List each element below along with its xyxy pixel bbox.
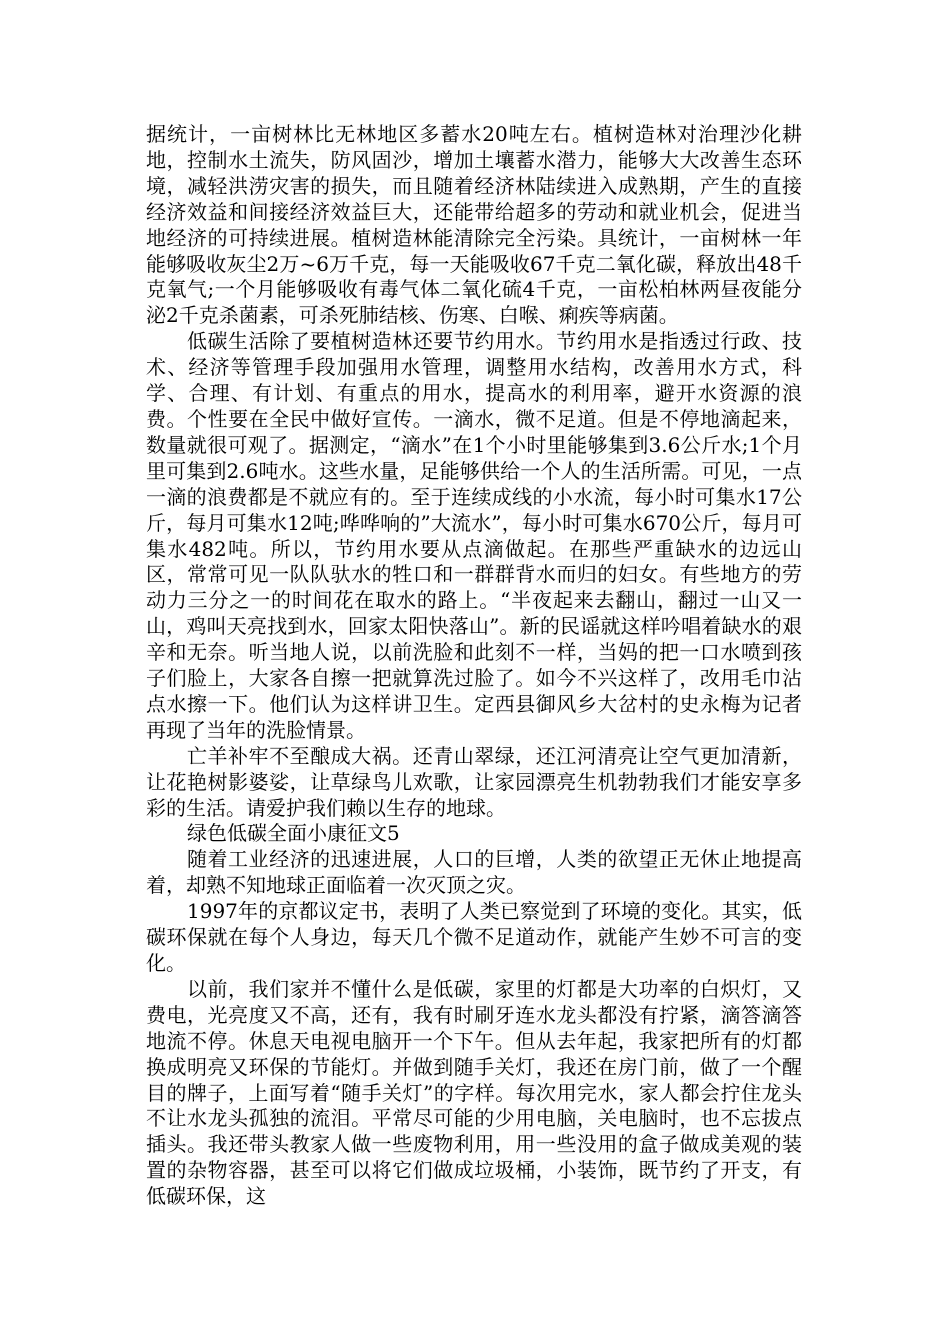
paragraph-tree-planting-stats: 据统计，一亩树林比无林地区多蓄水20吨左右。植树造林对治理沙化耕地，控制水土流失，防风固沙，增加土壤蓄水潜力，能够大大改善生态环境，减轻洪涝灾害的损失，而且随着经济林陆续进入成熟期，产生的直接经济效益和间接经济效益巨大，还能带给超多的劳动和就业机会，促进当地经济的可持续进展。植树造林能清除完全污染。具统计，一亩树林一年能够吸收灰尘2万~6万千克，每一天能吸收67千克二氧化碳，释放出48千克氧气;一个月能够吸收有毒气体二氧化硫4千克，一亩松柏林两昼夜能分泌2千克杀菌素，可杀死肺结核、伤寒、白喉、痢疾等病菌。 — [146, 122, 802, 328]
document-body — [146, 122, 802, 1210]
paragraph-protect-earth: 亡羊补牢不至酿成大祸。还青山翠绿，还江河清亮让空气更加清新，让花艳树影婆娑，让草绿鸟儿欢歌，让家园漂亮生机勃勃我们才能安享多彩的生活。请爱护我们赖以生存的地球。 — [146, 743, 802, 820]
paragraph-family-habits: 以前，我们家并不懂什么是低碳，家里的灯都是大功率的白炽灯，又费电，光亮度又不高，还有，我有时刷牙连水龙头都没有拧紧，滴答滴答地流不停。休息天电视电脑开一个下午。但从去年起，我家把所有的灯都换成明亮又环保的节能灯。并做到随手关灯，我还在房门前，做了一个醒目的牌子，上面写着“随手关灯”的字样。每次用完水，家人都会拧住龙头不让水龙头孤独的流泪。平常尽可能的少用电脑，关电脑时，也不忘拔点插头。我还带头教家人做一些废物利用，用一些没用的盒子做成美观的装置的杂物容器，甚至可以将它们做成垃圾桶，小装饰，既节约了开支，有低碳环保，这 — [146, 976, 802, 1209]
paragraph-industrial-growth: 随着工业经济的迅速进展，人口的巨增，人类的欲望正无休止地提高着，却熟不知地球正面临着一次灭顶之灾。 — [146, 847, 802, 898]
paragraph-kyoto-protocol: 1997年的京都议定书，表明了人类已察觉到了环境的变化。其实，低碳环保就在每个人身边，每天几个微不足道动作，就能产生妙不可言的变化。 — [146, 899, 802, 975]
section-heading: 绿色低碳全面小康征文5 — [187, 821, 400, 846]
paragraph-water-saving: 低碳生活除了要植树造林还要节约用水。节约用水是指透过行政、技术、经济等管理手段加强用水管理，调整用水结构，改善用水方式，科学、合理、有计划、有重点的用水，提高水的利用率，避开水资源的浪费。个性要在全民中做好宣传。一滴水，微不足道。但是不停地滴起来，数量就很可观了。据测定，“滴水”在1个小时里能够集到3.6公斤水;1个月里可集到2.6吨水。这些水量，足能够供给一个人的生活所需。可见，一点一滴的浪费都是不就应有的。至于连续成线的小水流，每小时可集水17公斤，每月可集水12吨;哗哗响的”大流水”，每小时可集水670公斤，每月可集水482吨。所以，节约用水要从点滴做起。在那些严重缺水的边远山区，常常可见一队队驮水的牲口和一群群背水而归的妇女。有些地方的劳动力三分之一的时间花在取水的路上。“半夜起来去翻山，翻过一山又一山，鸡叫天亮找到水，回家太阳快落山”。新的民谣就这样吟唱着缺水的艰辛和无奈。听当地人说，以前洗脸和此刻不一样，当妈的把一口水喷到孩子们脸上，大家各自擦一把就算洗过脸了。如今不兴这样了，改用毛巾沾点水擦一下。他们认为这样讲卫生。定西县御风乡大岔村的史永梅为记者再现了当年的洗脸情景。 — [146, 329, 802, 742]
